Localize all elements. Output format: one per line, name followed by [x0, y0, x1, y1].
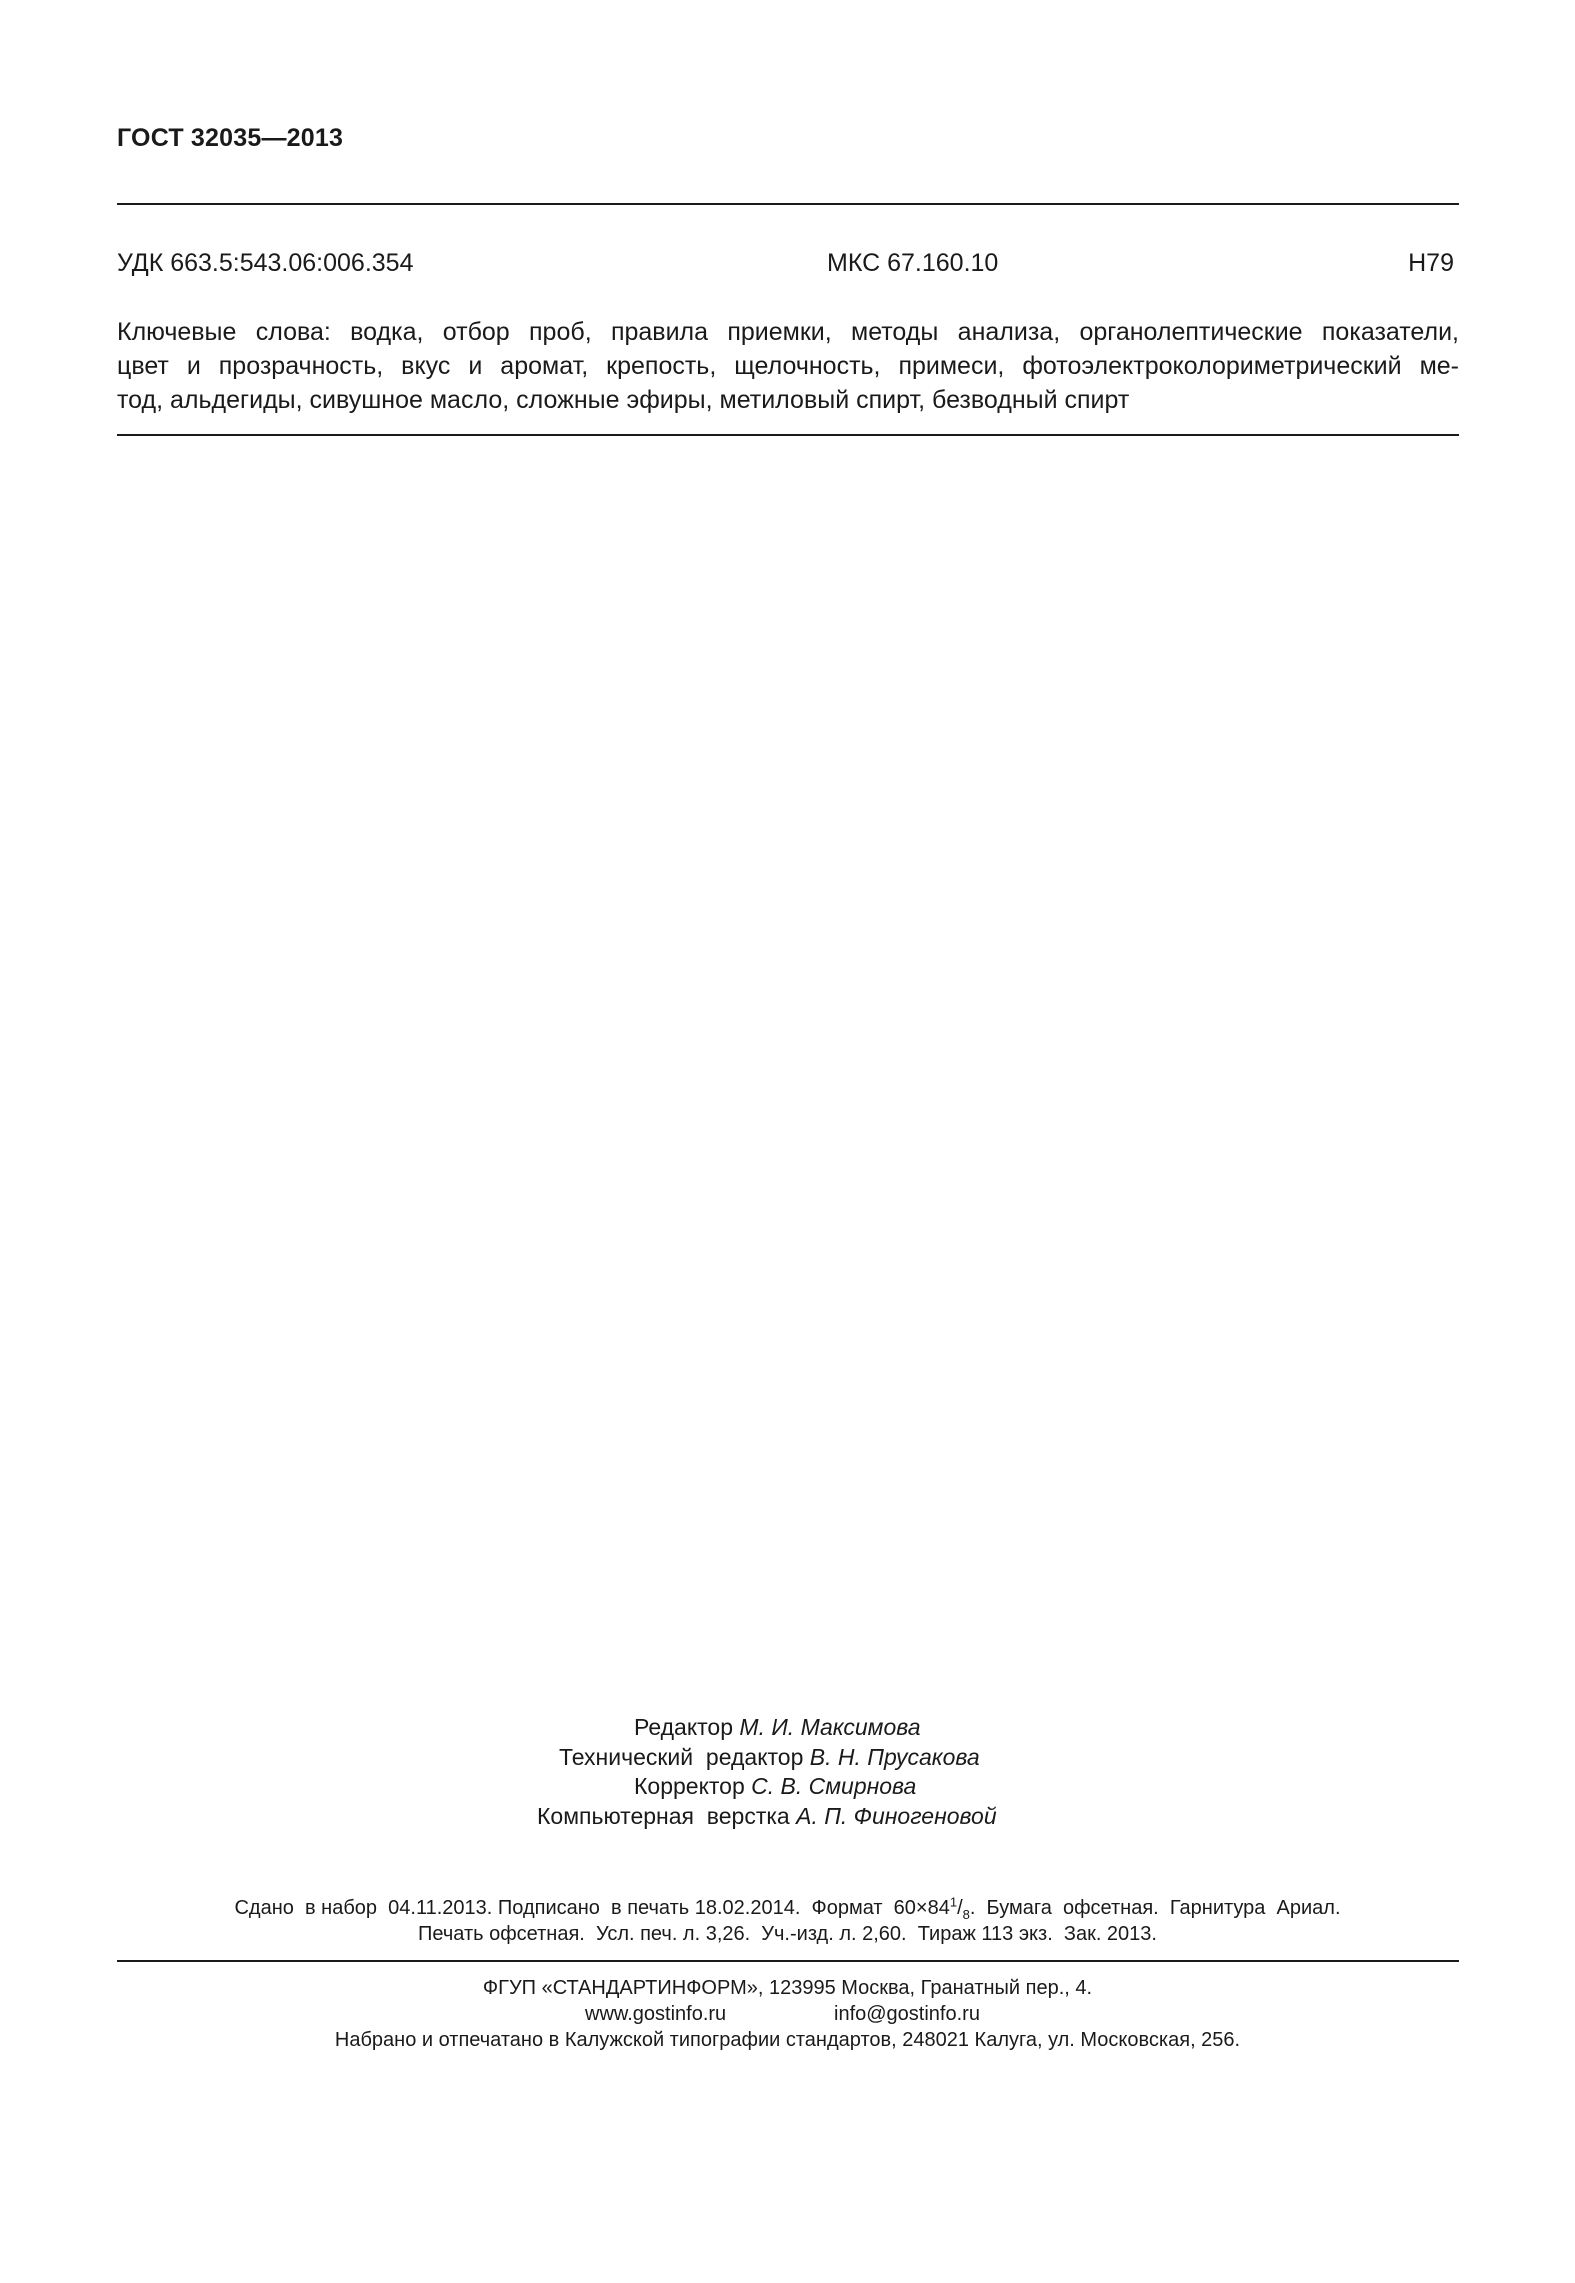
corrector-name: С. В. Смирнова [751, 1773, 917, 1799]
imprint-line: Печать офсетная. Усл. печ. л. 3,26. Уч.-изд. л. 2,60. Тираж 113 экз. Зак. 2013. [418, 1923, 1157, 1945]
publisher-contacts [0, 2001, 1575, 2027]
tech-editor-role: Технический редактор [559, 1743, 804, 1770]
format-sub: 8 [962, 1907, 970, 1922]
format-sep: / [957, 1897, 963, 1919]
keywords-line: Ключевые слова: водка, отбор проб, правила приемки, методы анализа, органолептические показатели, [117, 318, 1459, 346]
credits-block [0, 1713, 1575, 1831]
publisher-block [0, 1975, 1575, 2053]
layout-name: А. П. Финогеновой [796, 1802, 997, 1829]
mks-code: МКС 67.160.10 [827, 249, 999, 277]
editor-role: Редактор [634, 1714, 734, 1740]
corrector-role: Корректор [634, 1773, 745, 1799]
imprint-block [0, 1895, 1575, 1947]
website-link[interactable]: www.gostinfo.ru [585, 2003, 727, 2025]
layout-role: Компьютерная верстка [537, 1802, 790, 1829]
classification-row [117, 249, 1454, 283]
editor-line [634, 1713, 1575, 1743]
top-divider [117, 203, 1459, 205]
tech-editor-line [559, 1743, 1575, 1773]
keywords-divider [117, 434, 1459, 436]
format-sup: 1 [949, 1894, 958, 1910]
keywords-line: тод, альдегиды, сивушное масло, сложные эфиры, метиловый спирт, безводный спирт [117, 386, 1130, 414]
imprint-line [0, 1895, 1575, 1921]
imprint-text: Сдано в набор 04.11.2013. Подписано в печать 18.02.2014. Формат 60×84 [234, 1897, 950, 1919]
keywords-line: цвет и прозрачность, вкус и аромат, крепость, щелочность, примеси, фотоэлектроколориметрический ме- [117, 352, 1459, 380]
printer-info: Набрано и отпечатано в Калужской типографии стандартов, 248021 Калуга, ул. Московская, 256. [334, 2029, 1241, 2051]
layout-line [537, 1802, 1575, 1832]
udk-code: УДК 663.5:543.06:006.354 [117, 249, 414, 277]
okstu-code: Н79 [1408, 249, 1454, 277]
imprint-text: . Бумага офсетная. Гарнитура Ариал. [969, 1897, 1341, 1919]
tech-editor-name: В. Н. Прусакова [809, 1743, 980, 1770]
publisher-divider [117, 1960, 1459, 1962]
standard-designation: ГОСТ 32035—2013 [117, 124, 344, 152]
publisher-address: ФГУП «СТАНДАРТИНФОРМ», 123995 Москва, Гранатный пер., 4. [482, 1977, 1093, 1999]
email-link[interactable]: info@gostinfo.ru [834, 2003, 980, 2025]
editor-name: М. И. Максимова [739, 1714, 921, 1740]
corrector-line [634, 1772, 1575, 1802]
keywords-block [117, 315, 1459, 417]
